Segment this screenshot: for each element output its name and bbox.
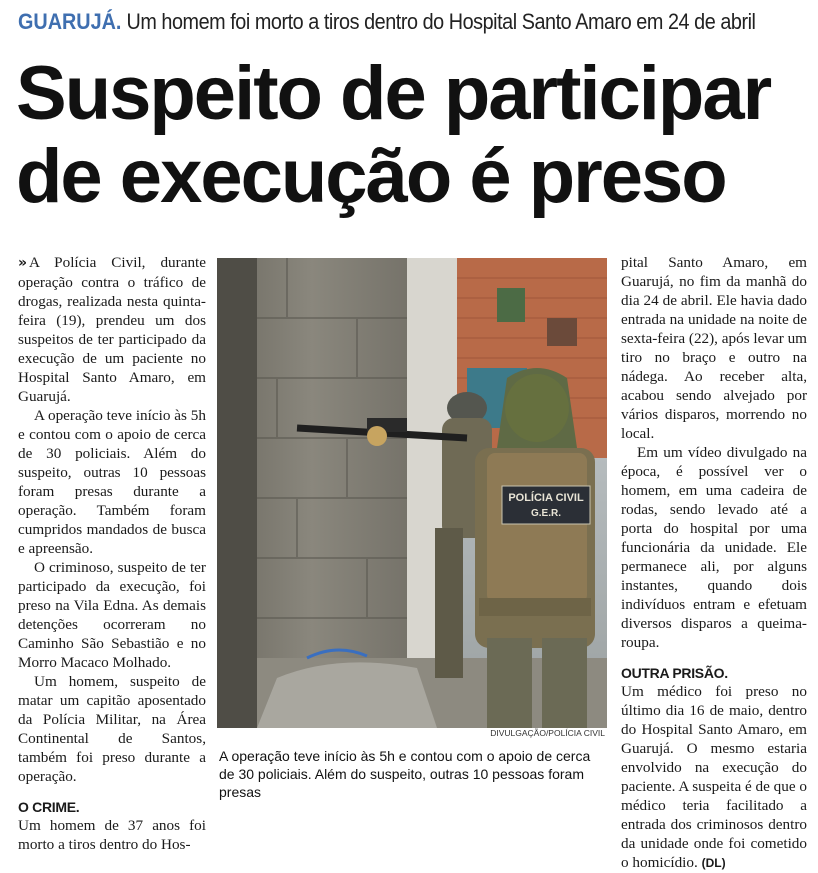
paragraph: Em um vídeo divulgado na época, é possível ver o homem, em uma cadeira de rodas, sendo levado até a porta do hospital por uma funcionária da unidade. Ele permanece ali, por alguns instantes, quando dois indivíduos entram e efetuam diversos disparos a queima-roupa. xyxy=(621,444,807,651)
photo-credit: DIVULGAÇÃO/POLÍCIA CIVIL xyxy=(490,728,605,738)
paragraph: Um homem de 37 anos foi morto a tiros dentro do Hos- xyxy=(18,817,206,853)
headline-line-1: Suspeito de participar xyxy=(16,51,771,136)
news-photo xyxy=(217,258,607,728)
paragraph: » A Polícia Civil, durante operação contra o tráfico de drogas, realizada nesta quinta-feira (19), prendeu um dos suspeitos de ter participado da execução de um paciente no Hospital Santo Amaro, em Guarujá. xyxy=(18,254,206,405)
vest-unit: G.E.R. xyxy=(530,508,562,519)
paragraph: pital Santo Amaro, em Guarujá, no fim da manhã do dia 24 de abril. Ele havia dado entrada na unidade na noite de sexta-feira (22), após levar um tiro no braço e outro na nádega. Ao receber alta, acabou sendo alvejado por vários disparos, morrendo no local. xyxy=(621,254,807,442)
article-column-3 xyxy=(621,253,807,873)
paragraph: Um homem, suspeito de matar um capitão aposentado da Polícia Militar, na Área Continental de Santos, também foi preso durante a operação. xyxy=(18,673,206,785)
headline-line-2: de execução é preso xyxy=(16,134,726,219)
paragraph: Um médico foi preso no último dia 16 de maio, dentro do Hospital Santo Amaro, em Guarujá. O mesmo estaria envolvido na execução do paciente. A suspeita é de que o médico teria facilitado a entrada dos criminosos dentro da unidade onde foi cometido o homicídio. (DL) xyxy=(621,683,807,871)
paragraph: A operação teve início às 5h e contou com o apoio de cerca de 30 policiais. Além do suspeito, outras 10 pessoas foram presas durante a operação. Também foram cumpridos mandados de busca e apreensão. xyxy=(18,407,206,557)
police-operation-photo xyxy=(217,258,607,728)
author-signature: (DL) xyxy=(701,856,726,870)
photo-caption: A operação teve início às 5h e contou com o apoio de cerca de 30 policiais. Além do suspeito, outras 10 pessoas foram presas xyxy=(219,748,591,800)
kicker xyxy=(18,9,756,35)
double-chevron-right-icon: » xyxy=(18,255,28,271)
kicker-deck: Um homem foi morto a tiros dentro do Hospital Santo Amaro em 24 de abril xyxy=(126,9,756,34)
kicker-tag: GUARUJÁ. xyxy=(18,9,122,34)
article-column-1 xyxy=(18,253,206,854)
subhead-crime: O CRIME. xyxy=(18,799,80,815)
paragraph: O criminoso, suspeito de ter participado da execução, foi preso na Vila Edna. As demais detenções ocorreram no Caminho São Sebastião e no Morro Macaco Molhado. xyxy=(18,559,206,671)
subhead-outra-prisao: OUTRA PRISÃO. xyxy=(621,665,728,681)
vest-label: POLÍCIA CIVIL xyxy=(508,492,584,504)
headline xyxy=(16,52,816,218)
